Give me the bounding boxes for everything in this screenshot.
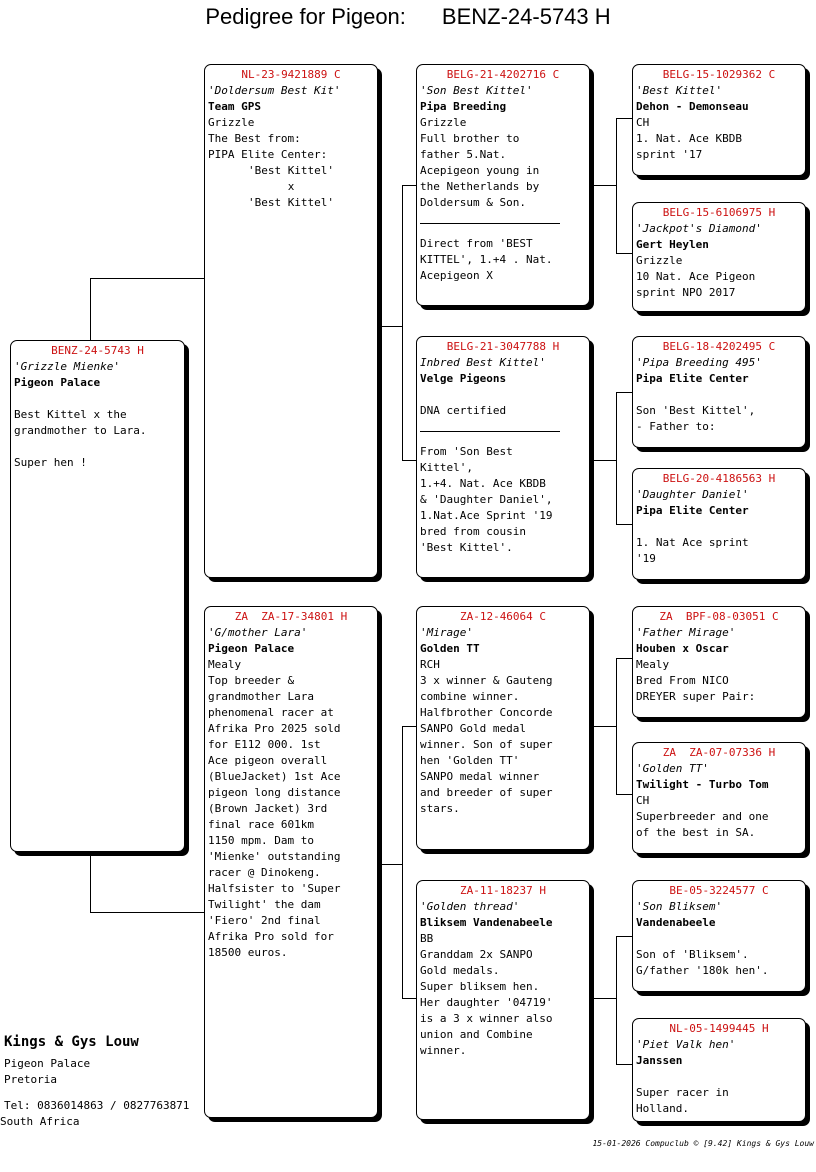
- ring-number: ZA ZA-07-07336 H: [662, 746, 776, 759]
- connector-line: [616, 118, 617, 253]
- connector-line: [616, 936, 617, 1064]
- note-line: the Netherlands by: [420, 180, 540, 193]
- ring-number: BELG-20-4186563 H: [662, 472, 776, 485]
- owner-name: Velge Pigeons: [420, 372, 507, 385]
- connector-line: [616, 936, 632, 937]
- note-line: 'Best Kittel': [247, 196, 335, 209]
- note-line: grandmother to Lara.: [14, 424, 147, 437]
- pigeon-card-subject[interactable]: [10, 340, 185, 852]
- note-line: Best Kittel x the: [14, 408, 127, 421]
- note-line: SANPO Gold medal: [420, 722, 526, 735]
- note-line: [636, 1069, 802, 1085]
- ring-number: BELG-18-4202495 C: [662, 340, 776, 353]
- footer-note: 15-01-2026 Compuclub © [9.42] Kings & Gys Louw: [592, 1139, 814, 1148]
- note-line: DREYER super Pair:: [636, 690, 756, 703]
- breeder-line: Pretoria: [4, 1073, 57, 1086]
- ring-number: ZA-12-46064 C: [459, 610, 547, 623]
- connector-line: [402, 998, 416, 999]
- title-label: Pedigree for Pigeon:: [205, 4, 406, 29]
- note-line: DNA certified: [420, 404, 507, 417]
- note-line: - Father to:: [636, 420, 716, 433]
- connector-line: [616, 392, 617, 524]
- note-line: Grizzle: [420, 116, 467, 129]
- note-line: Superbreeder and one: [636, 810, 769, 823]
- pigeon-card-sire[interactable]: [204, 64, 378, 578]
- pigeon-card-dam-sire[interactable]: [416, 606, 590, 850]
- note-line: G/father '180k hen'.: [636, 964, 769, 977]
- note-line: The Best from:: [208, 132, 301, 145]
- pigeon-card-dds[interactable]: [632, 880, 806, 992]
- note-line: Direct from 'BEST: [420, 237, 533, 250]
- note-line: Acepigeon young in: [420, 164, 540, 177]
- connector-line: [378, 864, 402, 865]
- ring-number: BELG-21-3047788 H: [446, 340, 560, 353]
- note-line: phenomenal racer at: [208, 706, 334, 719]
- breeder-info: [0, 1034, 190, 1130]
- owner-name: Golden TT: [420, 642, 480, 655]
- pigeon-name: 'G/mother Lara': [208, 626, 308, 639]
- owner-name: Pipa Breeding: [420, 100, 507, 113]
- pigeon-name: 'Grizzle Mienke': [14, 360, 120, 373]
- note-line: [636, 387, 802, 403]
- owner-name: Janssen: [636, 1054, 683, 1067]
- pigeon-card-dss[interactable]: [632, 606, 806, 718]
- pigeon-card-ssd[interactable]: [632, 202, 806, 312]
- note-line: union and Combine: [420, 1028, 533, 1041]
- note-line: winner.: [420, 1044, 467, 1057]
- note-line: for E112 000. 1st: [208, 738, 321, 751]
- title-ring: BENZ-24-5743 H: [441, 4, 611, 29]
- ring-number: ZA BPF-08-03051 C: [659, 610, 779, 623]
- note-line: 'Best Kittel': [247, 164, 335, 177]
- note-line: RCH: [420, 658, 440, 671]
- note-line: From 'Son Best: [420, 445, 513, 458]
- breeder-phone: Tel: 0836014863 / 0827763871: [4, 1099, 190, 1112]
- note-line: 1. Nat Ace sprint: [636, 536, 749, 549]
- note-line: grandmother Lara: [208, 690, 314, 703]
- owner-name: Dehon - Demonseau: [636, 100, 749, 113]
- ring-number: NL-05-1499445 H: [669, 1022, 769, 1035]
- note-line: Top breeder &: [208, 674, 295, 687]
- note-line: Super bliksem hen.: [420, 980, 540, 993]
- pigeon-card-sire-sire[interactable]: [416, 64, 590, 306]
- connector-line: [402, 185, 403, 460]
- note-line: Mealy: [208, 658, 242, 671]
- pigeon-name: 'Piet Valk hen': [636, 1038, 736, 1051]
- note-line: Afrika Pro 2025 sold: [208, 722, 341, 735]
- note-line: 10 Nat. Ace Pigeon: [636, 270, 756, 283]
- note-line: SANPO medal winner: [420, 770, 540, 783]
- ring-number: BELG-15-1029362 C: [662, 68, 776, 81]
- note-line: x: [287, 180, 295, 193]
- note-line: final race 601km: [208, 818, 314, 831]
- connector-line: [402, 460, 416, 461]
- owner-name: Bliksem Vandenabeele: [420, 916, 553, 929]
- note-line: & 'Daughter Daniel',: [420, 493, 553, 506]
- note-line: Halfsister to 'Super: [208, 882, 341, 895]
- note-line: Grizzle: [636, 254, 683, 267]
- note-line: and breeder of super: [420, 786, 553, 799]
- connector-line: [590, 726, 616, 727]
- separator: [420, 223, 560, 224]
- note-line: father 5.Nat.: [420, 148, 507, 161]
- note-line: Super hen !: [14, 456, 87, 469]
- note-line: 'Mienke' outstanding: [208, 850, 341, 863]
- note-line: [636, 519, 802, 535]
- owner-name: Pipa Elite Center: [636, 372, 749, 385]
- note-line: [14, 391, 181, 407]
- note-line: Gold medals.: [420, 964, 500, 977]
- note-line: racer @ Dinokeng.: [208, 866, 321, 879]
- pigeon-name: Inbred Best Kittel': [420, 356, 546, 369]
- note-line: [14, 439, 181, 455]
- pigeon-name: 'Mirage': [420, 626, 473, 639]
- note-line: Doldersum & Son.: [420, 196, 526, 209]
- note-line: (BlueJacket) 1st Ace: [208, 770, 341, 783]
- note-line: Halfbrother Concorde: [420, 706, 553, 719]
- owner-name: Team GPS: [208, 100, 261, 113]
- note-line: 1.Nat.Ace Sprint '19: [420, 509, 553, 522]
- note-line: Son of 'Bliksem'.: [636, 948, 749, 961]
- pigeon-name: 'Daughter Daniel': [636, 488, 749, 501]
- note-line: Her daughter '04719': [420, 996, 553, 1009]
- owner-name: Vandenabeele: [636, 916, 716, 929]
- connector-line: [616, 1064, 632, 1065]
- note-line: Grizzle: [208, 116, 255, 129]
- connector-line: [90, 852, 91, 912]
- breeder-name: Kings & Gys Louw: [4, 1034, 139, 1050]
- note-line: winner. Son of super: [420, 738, 553, 751]
- note-line: Son 'Best Kittel',: [636, 404, 756, 417]
- connector-line: [616, 118, 632, 119]
- connector-line: [616, 392, 632, 393]
- connector-line: [616, 253, 632, 254]
- note-line: Super racer in: [636, 1086, 729, 1099]
- note-line: pigeon long distance: [208, 786, 341, 799]
- note-line: Acepigeon X: [420, 269, 493, 282]
- ring-number: BE-05-3224577 C: [669, 884, 769, 897]
- note-line: of the best in SA.: [636, 826, 756, 839]
- breeder-country: South Africa: [0, 1115, 80, 1128]
- owner-name: Pigeon Palace: [208, 642, 295, 655]
- note-line: 1. Nat. Ace KBDB: [636, 132, 742, 145]
- note-line: (Brown Jacket) 3rd: [208, 802, 328, 815]
- note-line: Twilight' the dam: [208, 898, 321, 911]
- connector-line: [378, 326, 402, 327]
- pigeon-name: 'Father Mirage': [636, 626, 736, 639]
- pigeon-card-sss[interactable]: [632, 64, 806, 176]
- connector-line: [90, 278, 204, 279]
- connector-line: [402, 185, 416, 186]
- page-title: [0, 4, 816, 30]
- note-line: Ace pigeon overall: [208, 754, 328, 767]
- note-line: 1150 mpm. Dam to: [208, 834, 314, 847]
- ring-number: NL-23-9421889 C: [241, 68, 341, 81]
- note-line: 1.+4. Nat. Ace KBDB: [420, 477, 546, 490]
- connector-line: [616, 658, 617, 794]
- pigeon-name: 'Jackpot's Diamond': [636, 222, 762, 235]
- note-line: '19: [636, 552, 656, 565]
- connector-line: [590, 998, 616, 999]
- owner-name: Gert Heylen: [636, 238, 709, 251]
- note-line: 18500 euros.: [208, 946, 288, 959]
- ring-number: ZA-11-18237 H: [459, 884, 547, 897]
- pigeon-card-sdd[interactable]: [632, 468, 806, 580]
- owner-name: Houben x Oscar: [636, 642, 729, 655]
- note-line: hen 'Golden TT': [420, 754, 520, 767]
- note-line: Full brother to: [420, 132, 520, 145]
- owner-name: Pipa Elite Center: [636, 504, 749, 517]
- pigeon-card-dsd[interactable]: [632, 742, 806, 854]
- pigeon-name: 'Best Kittel': [636, 84, 723, 97]
- pigeon-card-dam-dam[interactable]: [416, 880, 590, 1120]
- note-line: CH: [636, 794, 650, 807]
- connector-line: [90, 278, 91, 340]
- pigeon-name: 'Son Best Kittel': [420, 84, 533, 97]
- ring-number: BENZ-24-5743 H: [51, 344, 144, 357]
- connector-line: [616, 524, 632, 525]
- note-line: sprint NPO 2017: [636, 286, 736, 299]
- pigeon-name: 'Son Bliksem': [636, 900, 723, 913]
- note-line: combine winner.: [420, 690, 520, 703]
- note-line: Afrika Pro sold for: [208, 930, 334, 943]
- breeder-line: Pigeon Palace: [4, 1057, 91, 1070]
- pigeon-card-sds[interactable]: [632, 336, 806, 448]
- note-line: sprint '17: [636, 148, 703, 161]
- connector-line: [402, 726, 416, 727]
- note-line: BB: [420, 932, 434, 945]
- connector-line: [590, 460, 616, 461]
- connector-line: [90, 912, 204, 913]
- note-line: 3 x winner & Gauteng: [420, 674, 553, 687]
- ring-number: BELG-15-6106975 H: [662, 206, 776, 219]
- connector-line: [616, 658, 632, 659]
- note-line: Kittel',: [420, 461, 473, 474]
- note-line: Mealy: [636, 658, 670, 671]
- note-line: Granddam 2x SANPO: [420, 948, 533, 961]
- pigeon-card-ddd[interactable]: [632, 1018, 806, 1122]
- pigeon-name: 'Doldersum Best Kit': [208, 84, 341, 97]
- connector-line: [402, 726, 403, 998]
- note-line: Bred From NICO: [636, 674, 729, 687]
- owner-name: Pigeon Palace: [14, 376, 101, 389]
- separator: [420, 431, 560, 432]
- pigeon-name: 'Golden TT': [636, 762, 709, 775]
- note-line: stars.: [420, 802, 460, 815]
- pigeon-name: 'Pipa Breeding 495': [636, 356, 762, 369]
- pigeon-card-dam[interactable]: [204, 606, 378, 1118]
- note-line: 'Fiero' 2nd final: [208, 914, 321, 927]
- connector-line: [590, 185, 616, 186]
- ring-number: ZA ZA-17-34801 H: [234, 610, 348, 623]
- note-line: CH: [636, 116, 650, 129]
- note-line: Holland.: [636, 1102, 689, 1115]
- note-line: KITTEL', 1.+4 . Nat.: [420, 253, 553, 266]
- note-line: bred from cousin: [420, 525, 526, 538]
- note-line: is a 3 x winner also: [420, 1012, 553, 1025]
- owner-name: Twilight - Turbo Tom: [636, 778, 769, 791]
- note-line: [420, 387, 586, 403]
- note-line: [636, 931, 802, 947]
- connector-line: [616, 794, 632, 795]
- ring-number: BELG-21-4202716 C: [446, 68, 560, 81]
- note-line: PIPA Elite Center:: [208, 148, 328, 161]
- pigeon-card-sire-dam[interactable]: [416, 336, 590, 578]
- note-line: 'Best Kittel'.: [420, 541, 513, 554]
- pigeon-name: 'Golden thread': [420, 900, 520, 913]
